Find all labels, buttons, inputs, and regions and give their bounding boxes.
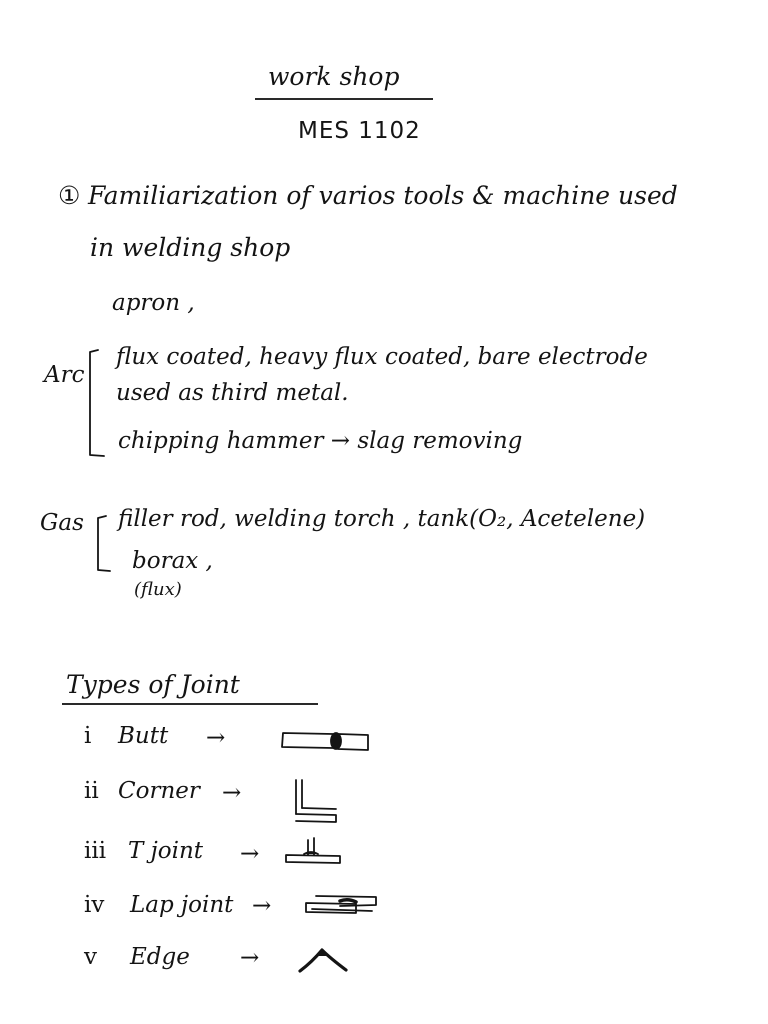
gas-line-3: (flux): [134, 579, 182, 600]
gas-line-2: borax ,: [132, 548, 213, 574]
joint-numeral-2: ⅱ: [84, 778, 99, 804]
arc-line-1: flux coated, heavy flux coated, bare electrode: [116, 344, 648, 370]
joint-label-edge: Edge: [130, 944, 190, 970]
section-number: ①: [58, 181, 81, 210]
butt-joint-sketch-icon: [282, 733, 368, 750]
arc-line-2: used as third metal.: [116, 380, 349, 406]
arc-line-3: chipping hammer → slag removing: [118, 428, 523, 454]
joint-numeral-3: ⅲ: [84, 838, 107, 864]
joint-arrow-5: →: [240, 945, 260, 971]
joint-arrow-3: →: [240, 841, 260, 867]
tool-apron: apron ,: [112, 290, 195, 316]
arc-bracket: [90, 350, 104, 456]
arc-label: Arc: [44, 362, 85, 388]
lap-joint-sketch-icon: [306, 896, 376, 913]
joint-arrow-2: →: [222, 780, 242, 806]
gas-bracket: [98, 516, 110, 571]
course-code: MES 1102: [298, 118, 421, 144]
section-heading-line2: in welding shop: [90, 233, 291, 262]
gas-line-1: filler rod, welding torch , tank(O₂, Acetelene): [118, 506, 646, 532]
gas-label: Gas: [40, 510, 84, 536]
joints-heading-underline: [62, 703, 318, 705]
joint-numeral-5: ⅴ: [84, 944, 97, 970]
joint-numeral-1: ⅰ: [84, 723, 92, 749]
title-underline: [255, 98, 433, 100]
joint-arrow-1: →: [206, 725, 226, 751]
edge-joint-sketch-icon: [300, 950, 346, 971]
joint-label-butt: Butt: [118, 723, 169, 749]
joint-label-lap-joint: Lap joint: [130, 892, 234, 918]
joints-heading: Types of Joint: [66, 670, 240, 699]
joint-arrow-4: →: [252, 893, 272, 919]
corner-joint-sketch-icon: [296, 780, 336, 822]
joint-label-corner: Corner: [118, 778, 200, 804]
joint-label-t-joint: T joint: [128, 838, 204, 864]
section-heading-line1: Familiarization of varios tools & machine used: [88, 181, 678, 210]
t-joint-sketch-icon: [286, 838, 340, 863]
page-title: work shop: [268, 62, 400, 91]
joint-numeral-4: ⅳ: [84, 892, 105, 918]
